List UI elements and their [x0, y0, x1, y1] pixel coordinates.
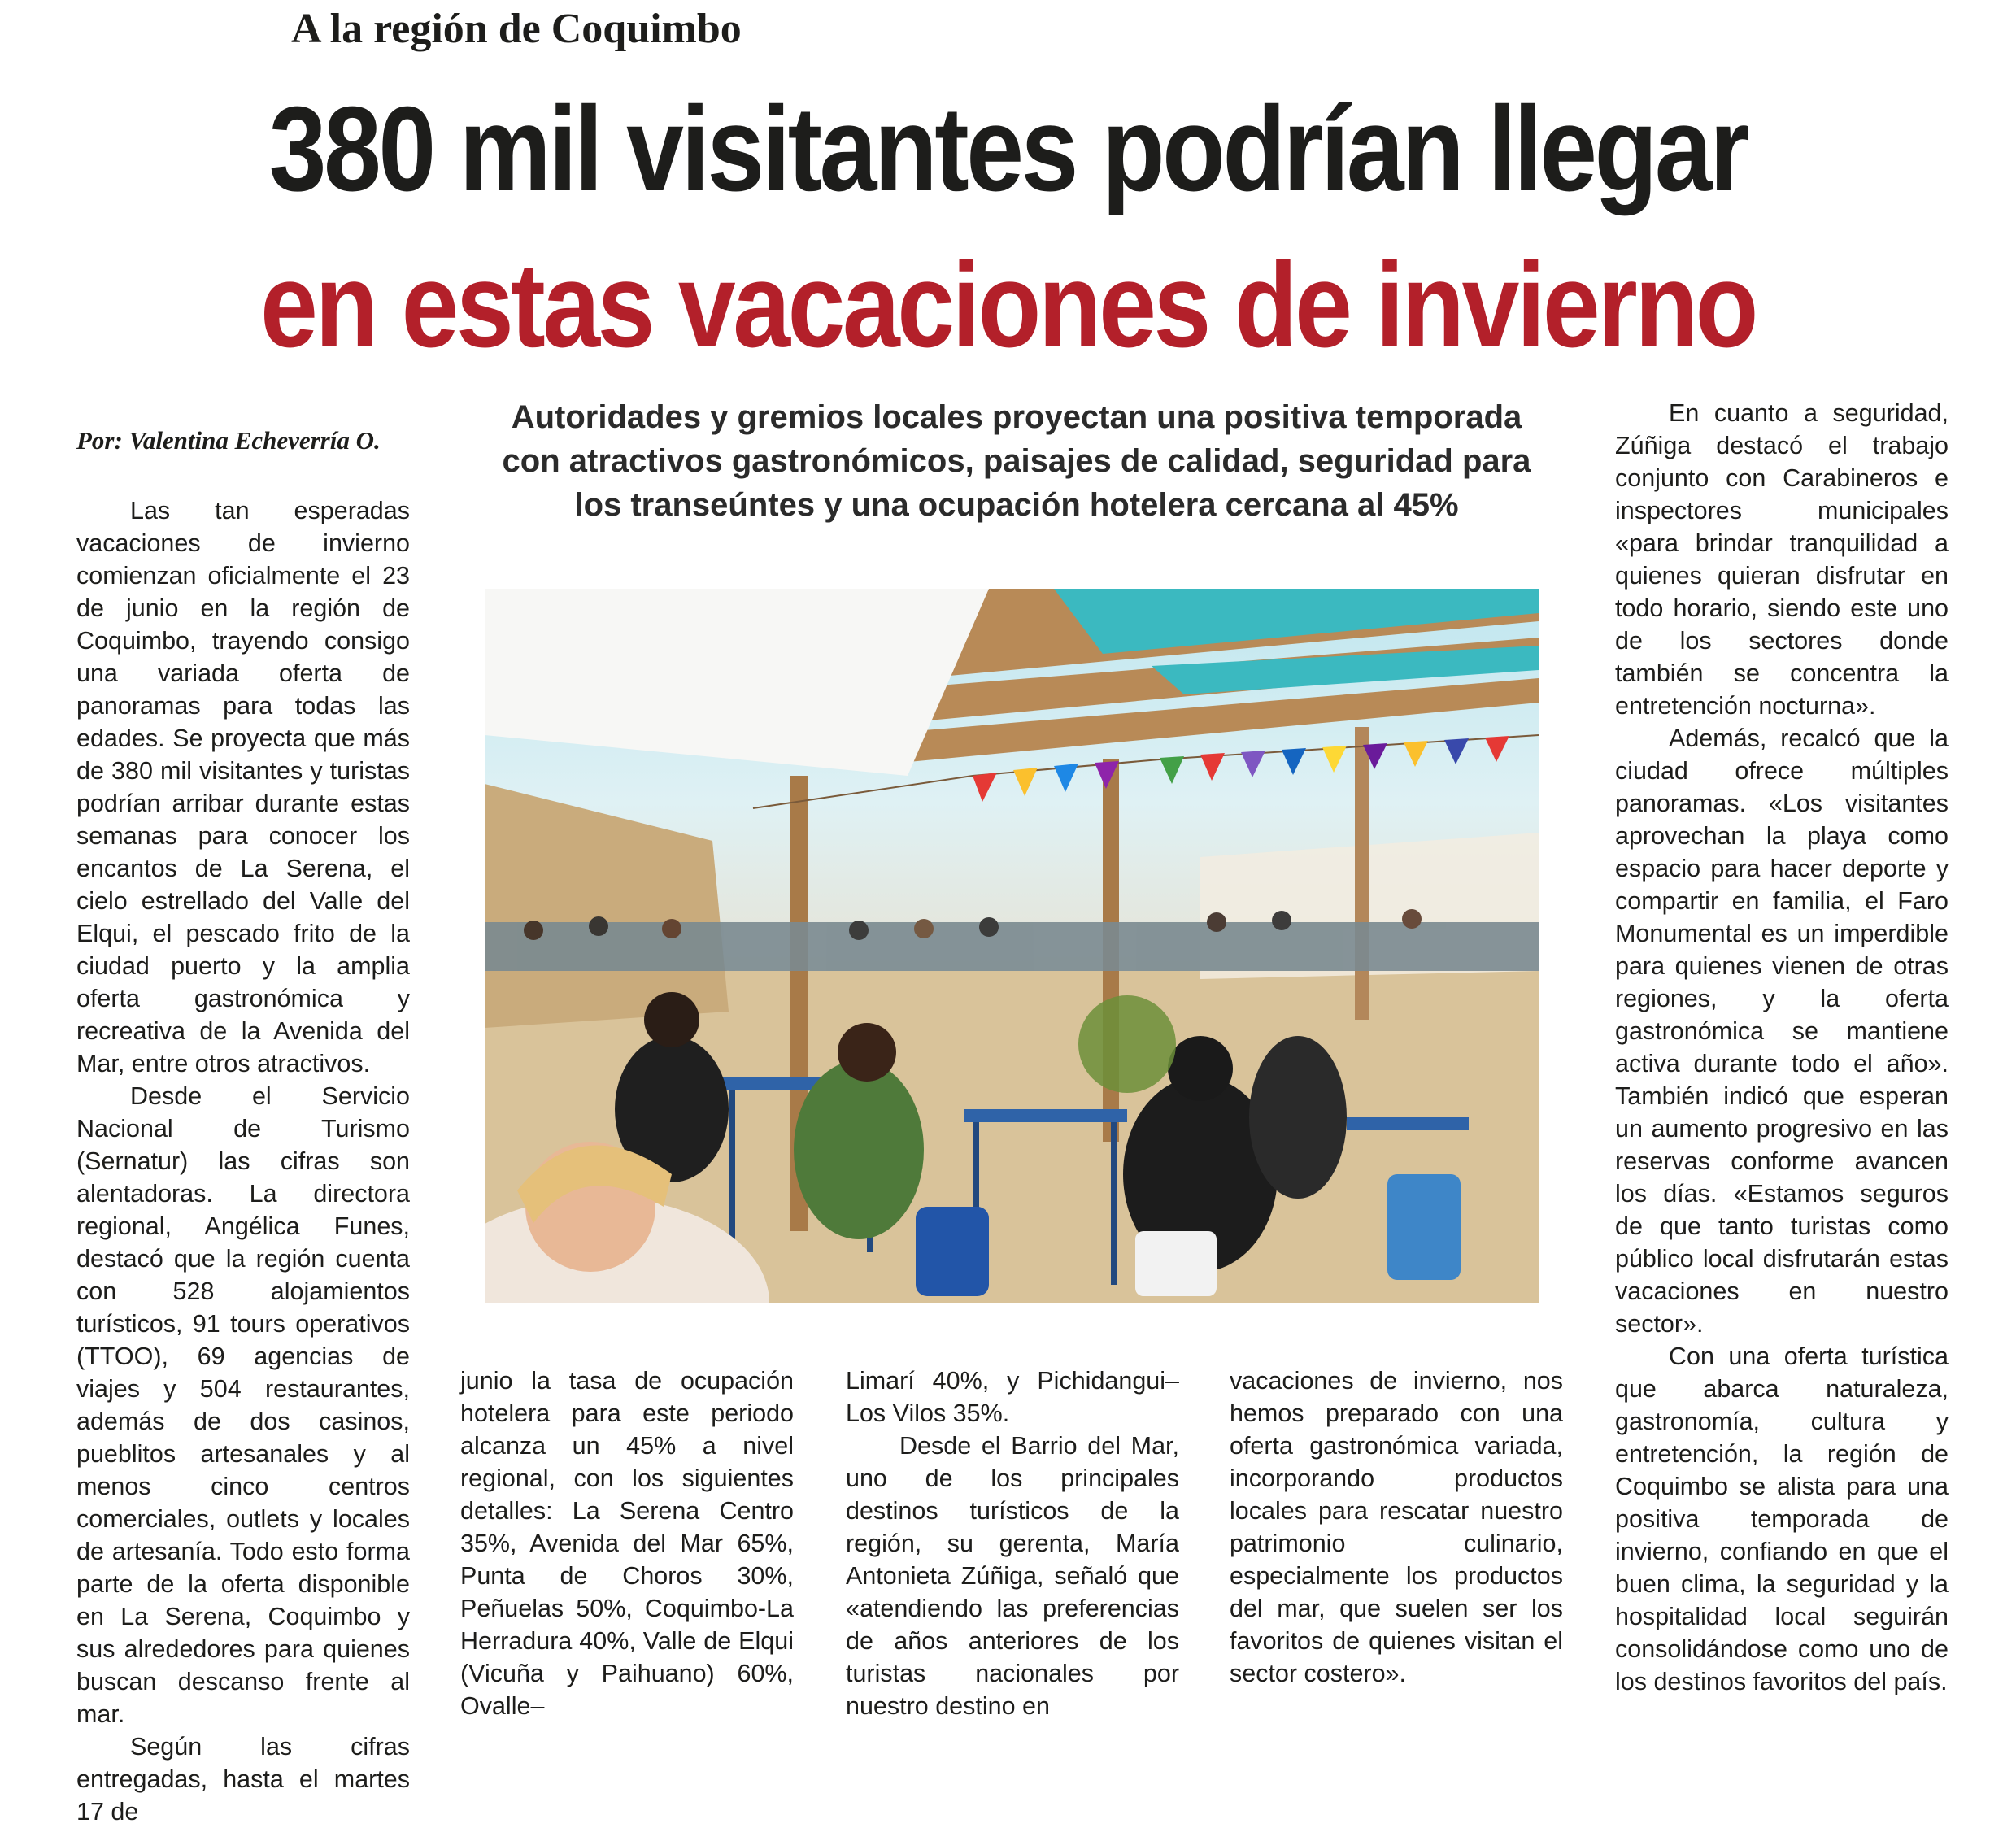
white-canopy [485, 589, 989, 776]
blue-table [964, 1109, 1127, 1122]
paragraph: Las tan esperadas vacaciones de invierno comienzan oficialmente el 23 de junio en la región de Coquimbo, trayendo consigo una variada oferta de panoramas para todas las edades. Se proyecta que más de 380 mil visitantes y turistas podrían arribar durante estas semanas para conocer los encantos de La Serena, el cielo estrellado del Valle del Elqui, el pescado frito de la ciudad puerto y la amplia oferta gastronómica y recreativa de la Avenida del Mar, entre otros atractivos. [76, 497, 410, 1077]
blue-chair [1387, 1174, 1461, 1280]
paragraph: Además, recalcó que la ciudad ofrece múltiples panoramas. «Los visitantes aprovechan la playa como espacio para hacer deporte y compartir en familia, el Faro Monumental es un imperdible para quienes vienen de otras regiones, y la oferta gastronómica se mantiene activa durante todo el año». También indicó que esperan un aumento progresivo en las reservas conforme avancen los días. «Estamos seguros de que tanto turistas como público local disfrutarán estas vacaciones en nuestro sector». [1615, 725, 1949, 1338]
deck-subheading: Autoridades y gremios locales proyectan una positiva temporada con atractivos gastronómicos, paisajes de calidad, seguridad para los transeúntes y una ocupación hotelera cercana al 45% [502, 399, 1531, 523]
wooden-post [1355, 727, 1369, 1020]
byline: Por: Valentina Echeverría O. [76, 426, 381, 455]
paragraph: Desde el Barrio del Mar, uno de los principales destinos turísticos de la región, su gerenta, María Antonieta Zúñiga, señaló que «atendiendo las preferencias de años anteriores de los turistas nacionales por nuestro destino en [846, 1432, 1179, 1720]
person-seated [1249, 1036, 1347, 1199]
plant [1078, 995, 1176, 1093]
text-column-3 [846, 1364, 1179, 1722]
paragraph: Con una oferta turística que abarca naturaleza, gastronomía, cultura y entretención, la región de Coquimbo se alista para una positiva temporada de invierno, confiando en que el buen clima, la seguridad y la hospitalidad local seguirán consolidándose como uno de los destinos favoritos del país. [1615, 1343, 1949, 1695]
paragraph: Según las cifras entregadas, hasta el martes 17 de [76, 1733, 410, 1826]
straw-awning [485, 784, 729, 1028]
kicker: A la región de Coquimbo [291, 6, 742, 52]
person-seated [794, 1060, 924, 1239]
text-column-2 [460, 1364, 794, 1722]
headline-line-1: 380 mil visitantes podrían llegar [268, 82, 1748, 216]
paragraph: Desde el Servicio Nacional de Turismo (Sernatur) las cifras son alentadoras. La directora regional, Angélica Funes, destacó que la región cuenta con 528 alojamientos turísticos, 91 tours operativos (TTOO), 69 agencias de viajes y 504 restaurantes, además de dos casinos, pueblitos artesanales y al menos cinco centros comerciales, outlets y locales de artesanía. Todo esto forma parte de la oferta disponible en La Serena, Coquimbo y sus alrededores para quienes buscan descanso frente al mar. [76, 1082, 410, 1728]
paragraph: vacaciones de invierno, nos hemos preparado con una oferta gastronómica variada, incorporando productos locales para rescatar nuestro patrimonio culinario, especialmente los productos del mar, que suelen ser los favoritos de quienes visitan el sector costero». [1230, 1367, 1563, 1687]
text-column-4 [1230, 1364, 1563, 1690]
paragraph: En cuanto a seguridad, Zúñiga destacó el trabajo conjunto con Carabineros e inspectores municipales «para brindar tranquilidad a quienes quieran disfrutar en todo horario, siendo este uno de los sectores donde también se concentra la entretención nocturna». [1615, 399, 1949, 720]
headline-line-2: en estas vacaciones de invierno [260, 238, 1756, 372]
photo-illustration [485, 589, 1539, 1303]
white-chair [1135, 1231, 1217, 1296]
article-photo [485, 589, 1539, 1303]
paragraph: junio la tasa de ocupación hotelera para este periodo alcanza un 45% a nivel regional, con los siguientes detalles: La Serena Centro 35%, Avenida del Mar 65%, Punta de Choros 30%, Peñuelas 50%, Coquimbo-La Herradura 40%, Valle de Elqui (Vicuña y Paihuano) 60%, Ovalle– [460, 1367, 794, 1720]
blue-table [1347, 1117, 1469, 1130]
text-column-1 [76, 494, 410, 1828]
paragraph: Limarí 40%, y Pichidangui–Los Vilos 35%. [846, 1367, 1179, 1427]
blue-chair [916, 1207, 989, 1296]
text-column-5 [1615, 397, 1949, 1698]
